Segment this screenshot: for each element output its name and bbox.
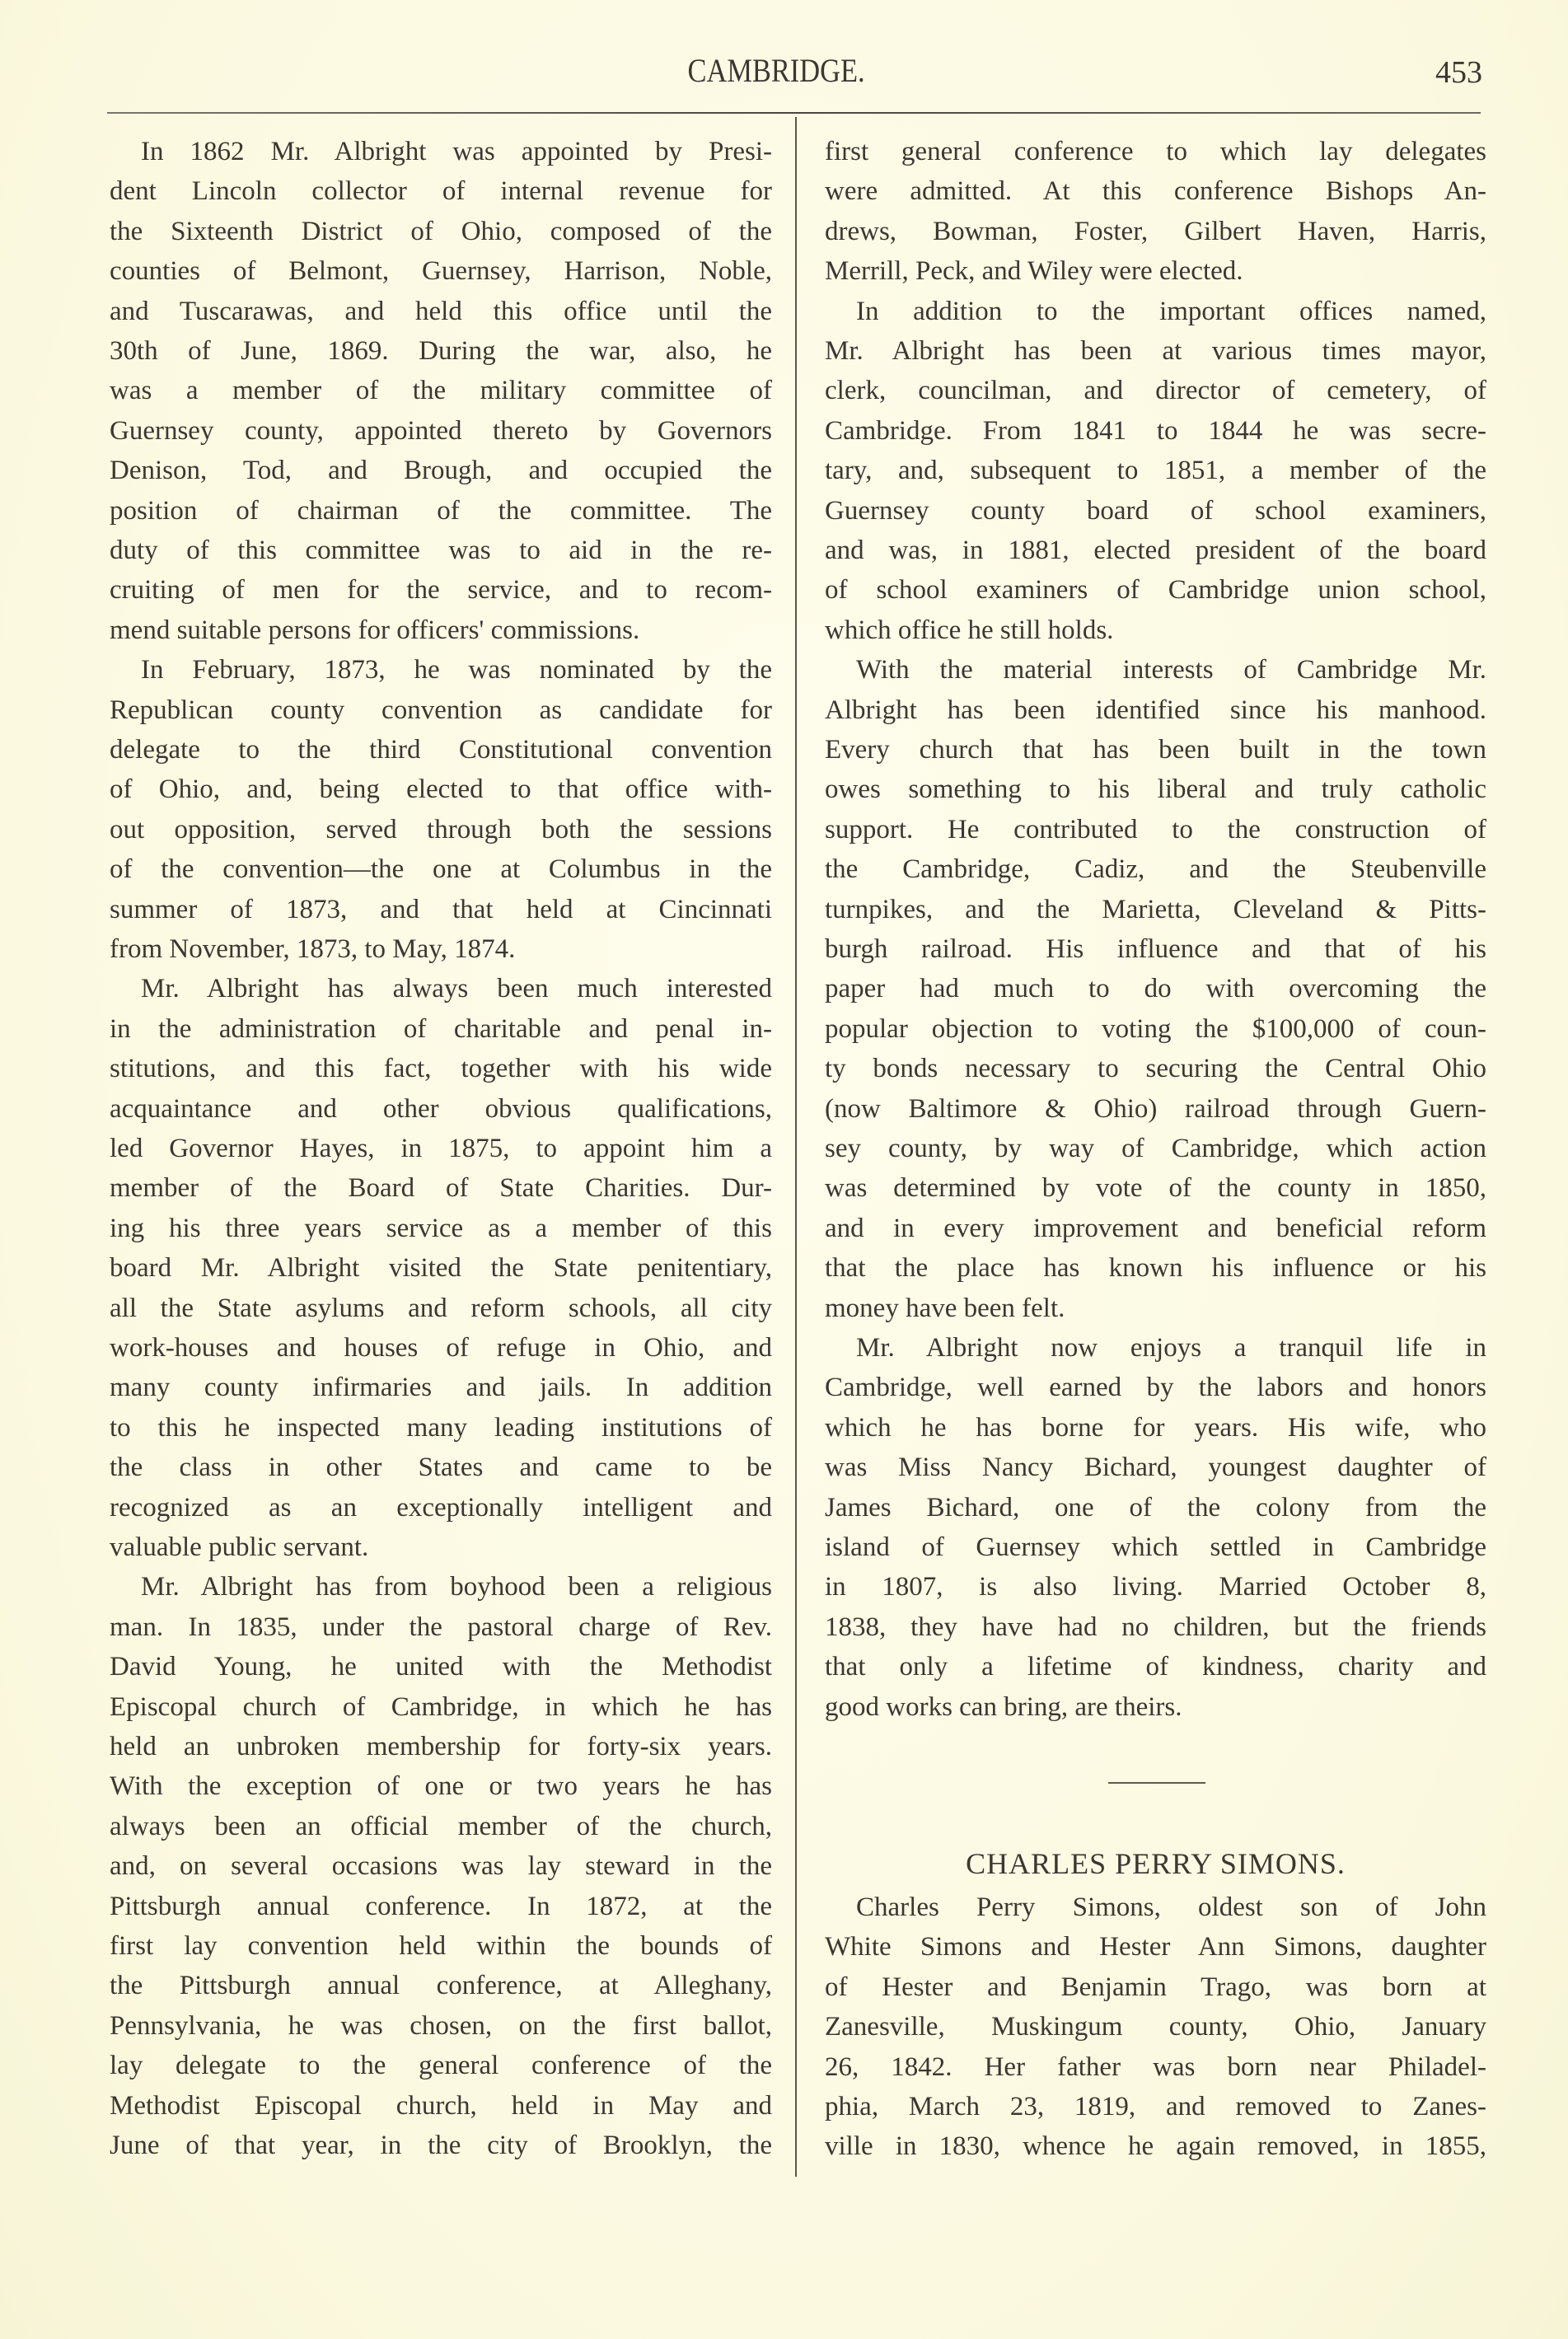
text-line: valuable public servant.	[110, 1532, 369, 1562]
text-line: from November, 1873, to May, 1874.	[110, 934, 516, 964]
text-line: Charles Perry Simons, oldest son of John	[856, 1892, 1486, 1922]
text-line: man. In 1835, under the pastoral charge of Rev.	[110, 1612, 772, 1642]
text-line: lay delegate to the general conference of the	[110, 2051, 772, 2081]
text-line: and, on several occasions was lay steward in the	[110, 1851, 772, 1882]
text-line: Mr. Albright has been at various times mayor,	[825, 336, 1486, 366]
text-line: David Young, he united with the Methodist	[110, 1652, 772, 1682]
text-line: first lay convention held within the bounds of	[110, 1931, 772, 1961]
text-line: support. He contributed to the construction of	[825, 814, 1486, 844]
text-line: that the place has known his influence or his	[825, 1253, 1486, 1284]
text-line: Zanesville, Muskingum county, Ohio, January	[825, 2012, 1486, 2042]
text-line: burgh railroad. His influence and that of his	[825, 934, 1486, 964]
text-line: tary, and, subsequent to 1851, a member of the	[825, 456, 1486, 486]
text-line: led Governor Hayes, in 1875, to appoint him a	[110, 1134, 772, 1163]
text-line: Albright has been identified since his manhood.	[825, 695, 1486, 725]
text-line: Cambridge, well earned by the labors and honors	[825, 1373, 1486, 1403]
text-line: which he has borne for years. His wife, who	[825, 1412, 1486, 1443]
text-line: out opposition, served through both the sessions	[110, 814, 772, 844]
text-line: held an unbroken membership for forty-six years.	[110, 1732, 772, 1761]
text-line: and Tuscarawas, and held this office until the	[110, 296, 772, 326]
text-line: island of Guernsey which settled in Cambridge	[825, 1532, 1486, 1562]
text-line: owes something to his liberal and truly catholic	[825, 774, 1486, 805]
text-line: were admitted. At this conference Bishops An-	[825, 176, 1486, 207]
text-line: Methodist Episcopal church, held in May and	[110, 2090, 772, 2121]
text-line: that only a lifetime of kindness, charity and	[825, 1652, 1486, 1682]
text-line: Cambridge. From 1841 to 1844 he was secre-	[825, 415, 1486, 446]
text-line: Guernsey county, appointed thereto by Governors	[110, 415, 772, 446]
text-line: 26, 1842. Her father was born near Philadel-	[825, 2051, 1486, 2082]
text-line: Mr. Albright now enjoys a tranquil life in	[856, 1333, 1486, 1363]
text-line: ty bonds necessary to securing the Central Ohio	[825, 1054, 1486, 1084]
text-line: recognized as an exceptionally intelligent and	[110, 1492, 772, 1523]
text-line: acquaintance and other obvious qualifications,	[110, 1093, 772, 1124]
text-line: and was, in 1881, elected president of the board	[825, 536, 1486, 565]
text-line: paper had much to do with overcoming the	[825, 974, 1486, 1004]
text-line: of Ohio, and, being elected to that office with-	[110, 774, 772, 805]
text-line: Episcopal church of Cambridge, in which he has	[110, 1691, 772, 1722]
section-heading: CHARLES PERRY SIMONS.	[966, 1847, 1346, 1880]
text-line: With the exception of one or two years he has	[110, 1771, 772, 1802]
text-line: the Cambridge, Cadiz, and the Steubenville	[825, 854, 1486, 885]
text-line: drews, Bowman, Foster, Gilbert Haven, Harris,	[825, 216, 1486, 246]
text-line: to this he inspected many leading institutions of	[110, 1412, 772, 1443]
text-line: popular objection to voting the $100,000 of coun-	[825, 1013, 1486, 1044]
text-line: the Pittsburgh annual conference, at Alleghany,	[110, 1971, 772, 2001]
text-line: 30th of June, 1869. During the war, also, he	[110, 336, 772, 366]
text-line: board Mr. Albright visited the State penitentiary,	[110, 1253, 772, 1284]
text-line: cruiting of men for the service, and to recom-	[110, 575, 772, 606]
text-line: of school examiners of Cambridge union school,	[825, 575, 1486, 606]
text-line: the class in other States and came to be	[110, 1453, 772, 1483]
text-line: ville in 1830, whence he again removed, in 1855,	[825, 2131, 1486, 2162]
text-line: In February, 1873, he was nominated by the	[141, 655, 772, 685]
text-line: mend suitable persons for officers' commissions.	[110, 615, 640, 645]
text-line: 1838, they have had no children, but the friends	[825, 1612, 1486, 1642]
text-line: Mr. Albright has from boyhood been a religious	[141, 1572, 772, 1602]
text-line: In 1862 Mr. Albright was appointed by Presi-	[141, 137, 772, 166]
text-line: in 1807, is also living. Married October 8,	[825, 1572, 1486, 1602]
section-separator	[1108, 1782, 1205, 1784]
text-line: all the State asylums and reform schools, all city	[110, 1293, 772, 1323]
text-line: counties of Belmont, Guernsey, Harrison, Noble,	[110, 256, 772, 287]
text-line: Every church that has been built in the town	[825, 735, 1486, 765]
text-line: delegate to the third Constitutional convention	[110, 735, 772, 765]
text-line: In addition to the important offices named,	[856, 296, 1486, 326]
text-line: member of the Board of State Charities. Dur-	[110, 1173, 772, 1204]
text-line: Mr. Albright has always been much interested	[141, 974, 772, 1004]
text-line: of the convention—the one at Columbus in the	[110, 854, 772, 885]
text-line: (now Baltimore & Ohio) railroad through Guern-	[825, 1093, 1486, 1124]
text-line: was determined by vote of the county in 1850,	[825, 1173, 1486, 1204]
text-line: Pittsburgh annual conference. In 1872, at the	[110, 1891, 772, 1921]
header-rule	[107, 112, 1481, 114]
text-line: James Bichard, one of the colony from the	[825, 1492, 1486, 1523]
text-line: and in every improvement and beneficial reform	[825, 1213, 1486, 1243]
text-line: clerk, councilman, and director of cemetery, of	[825, 376, 1486, 406]
text-line: Merrill, Peck, and Wiley were elected.	[825, 256, 1243, 287]
text-line: sey county, by way of Cambridge, which action	[825, 1134, 1486, 1163]
text-line: which office he still holds.	[825, 615, 1114, 645]
text-line: June of that year, in the city of Brooklyn, the	[110, 2131, 772, 2160]
page-number: 453	[1435, 55, 1482, 90]
text-line: With the material interests of Cambridge Mr.	[856, 655, 1486, 685]
text-line: always been an official member of the church,	[110, 1811, 772, 1841]
text-line: work-houses and houses of refuge in Ohio, and	[110, 1333, 772, 1363]
text-line: position of chairman of the committee. The	[110, 495, 772, 526]
text-line: good works can bring, are theirs.	[825, 1691, 1182, 1722]
text-line: Republican county convention as candidate for	[110, 695, 772, 725]
text-line: Pennsylvania, he was chosen, on the first ballot,	[110, 2010, 772, 2041]
text-line: Guernsey county board of school examiners,	[825, 495, 1486, 526]
text-line: duty of this committee was to aid in the re-	[110, 536, 772, 565]
column-divider	[795, 117, 797, 2177]
text-line: White Simons and Hester Ann Simons, daughter	[825, 1932, 1486, 1962]
text-line: many county infirmaries and jails. In addition	[110, 1373, 772, 1403]
text-line: phia, March 23, 1819, and removed to Zanes-	[825, 2092, 1486, 2121]
running-title: CAMBRIDGE.	[687, 52, 865, 89]
text-line: was Miss Nancy Bichard, youngest daughter of	[825, 1453, 1486, 1483]
text-line: turnpikes, and the Marietta, Cleveland & Pitts-	[825, 894, 1486, 924]
text-line: of Hester and Benjamin Trago, was born at	[825, 1972, 1486, 2002]
text-line: in the administration of charitable and penal in-	[110, 1013, 772, 1044]
running-head	[102, 51, 1451, 90]
text-line: dent Lincoln collector of internal revenue for	[110, 176, 772, 207]
text-line: the Sixteenth District of Ohio, composed of the	[110, 216, 772, 246]
text-line: was a member of the military committee of	[110, 376, 772, 406]
text-line: first general conference to which lay delegates	[825, 137, 1486, 166]
text-line: stitutions, and this fact, together with his wide	[110, 1054, 772, 1084]
text-line: Denison, Tod, and Brough, and occupied the	[110, 456, 772, 486]
text-line: money have been felt.	[825, 1293, 1065, 1323]
text-line: summer of 1873, and that held at Cincinnati	[110, 894, 772, 924]
text-line: ing his three years service as a member of this	[110, 1213, 772, 1243]
